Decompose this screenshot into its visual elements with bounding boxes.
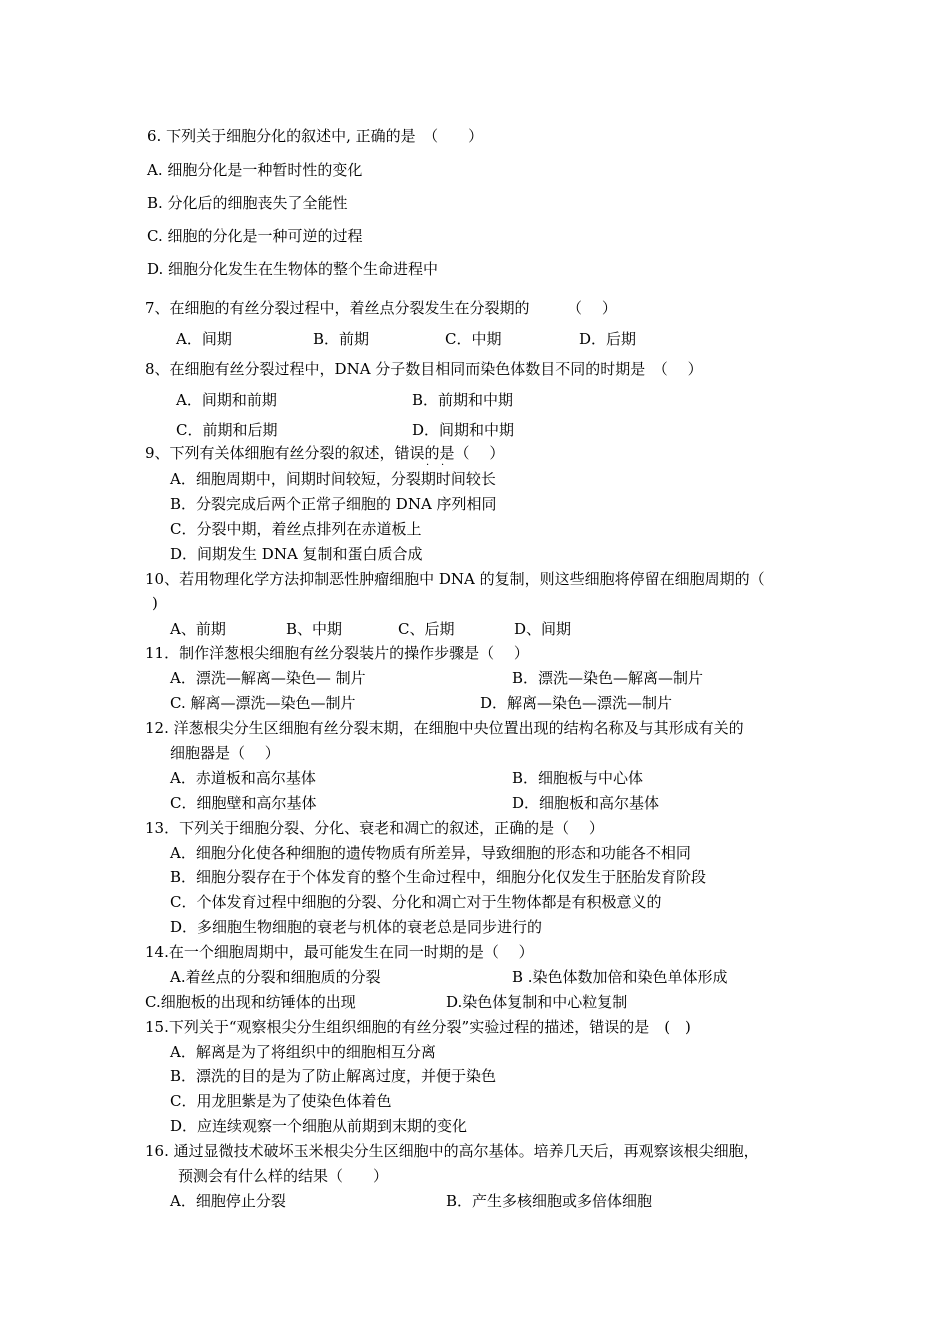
q12-stem: 12. 洋葱根尖分生区细胞有丝分裂末期，在细胞中央位置出现的结构名称及与其形成有关的: [145, 719, 744, 737]
q7-option-d: D．后期: [579, 330, 637, 348]
q13-option-b: B．细胞分裂存在于个体发育的整个生命过程中，细胞分化仅发生于胚胎发育阶段: [170, 868, 707, 886]
q14-option-a: A.着丝点的分裂和细胞质的分裂: [170, 968, 381, 986]
q15-option-d: D．应连续观察一个细胞从前期到末期的变化: [170, 1117, 468, 1135]
q12-option-d: D．细胞板和高尔基体: [512, 794, 660, 812]
q8-stem: 8、在细胞有丝分裂过程中，DNA 分子数目相同而染色体数目不同的时期是 （ ）: [145, 360, 703, 378]
emphasis-dot: ·: [426, 460, 430, 471]
q13-option-d: D．多细胞生物细胞的衰老与机体的衰老总是同步进行的: [170, 918, 543, 936]
q15-stem: 15.下列关于“观察根尖分生组织细胞的有丝分裂”实验过程的描述，错误的是 ( ): [145, 1018, 691, 1036]
q12-option-a: A．赤道板和高尔基体: [170, 769, 316, 787]
q8-option-a: A．间期和前期: [176, 391, 277, 409]
q16-stem-continued: 预测会有什么样的结果（ ）: [178, 1167, 389, 1185]
q6-option-d: D. 细胞分化发生在生物体的整个生命进程中: [147, 260, 439, 278]
q16-option-a: A．细胞停止分裂: [170, 1192, 286, 1210]
q14-option-d: D.染色体复制和中心粒复制: [446, 993, 628, 1011]
q6-stem: 6. 下列关于细胞分化的叙述中, 正确的是 （ ）: [147, 127, 484, 145]
q13-stem: 13．下列关于细胞分裂、分化、衰老和凋亡的叙述，正确的是（ ）: [145, 819, 604, 837]
q10-stem: 10、若用物理化学方法抑制恶性肿瘤细胞中 DNA 的复制，则这些细胞将停留在细胞周期的（: [145, 570, 765, 588]
q6-option-b: B. 分化后的细胞丧失了全能性: [147, 194, 348, 212]
q7-option-a: A．间期: [176, 330, 232, 348]
q16-stem: 16. 通过显微技术破坏玉米根尖分生区细胞中的高尔基体。培养几天后，再观察该根尖细胞，: [145, 1142, 759, 1160]
q12-stem-continued: 细胞器是（ ）: [170, 744, 280, 762]
q8-option-d: D．间期和中期: [412, 421, 515, 439]
q11-stem: 11．制作洋葱根尖细胞有丝分裂装片的操作步骤是（ ）: [145, 644, 529, 662]
q10-stem-continued: ): [152, 594, 158, 612]
q6-option-a: A. 细胞分化是一种暂时性的变化: [147, 161, 363, 179]
q13-option-c: C．个体发育过程中细胞的分裂、分化和凋亡对于生物体都是有积极意义的: [170, 893, 662, 911]
emphasis-dot: ·: [441, 460, 445, 471]
q11-option-a: A．漂洗—解离—染色— 制片: [170, 669, 366, 687]
q15-option-a: A．解离是为了将组织中的细胞相互分离: [170, 1043, 436, 1061]
q12-option-b: B．细胞板与中心体: [512, 769, 644, 787]
q15-option-b: B．漂洗的目的是为了防止解离过度，并便于染色: [170, 1067, 497, 1085]
q9-option-a: A．细胞周期中，间期时间较短，分裂期时间较长: [170, 470, 496, 488]
q16-option-b: B．产生多核细胞或多倍体细胞: [446, 1192, 653, 1210]
q7-option-c: C．中期: [445, 330, 502, 348]
q11-option-d: D．解离—染色—漂洗—制片: [480, 694, 673, 712]
q10-option-c: C、后期: [398, 620, 455, 638]
q14-option-b: B .染色体数加倍和染色单体形成: [512, 968, 728, 986]
q11-option-b: B．漂洗—染色—解离—制片: [512, 669, 704, 687]
q10-option-d: D、间期: [514, 620, 572, 638]
q9-stem: 9、下列有关体细胞有丝分裂的叙述，错误的是（ ）: [145, 444, 505, 462]
q9-option-b: B．分裂完成后两个正常子细胞的 DNA 序列相同: [170, 495, 497, 513]
q14-stem: 14.在一个细胞周期中，最可能发生在同一时期的是（ ）: [145, 943, 534, 961]
q14-option-c: C.细胞板的出现和纺锤体的出现: [145, 993, 356, 1011]
q8-option-b: B．前期和中期: [412, 391, 514, 409]
q8-option-c: C．前期和后期: [176, 421, 278, 439]
q11-option-c: C. 解离—漂洗—染色—制片: [170, 694, 356, 712]
q13-option-a: A．细胞分化使各种细胞的遗传物质有所差异，导致细胞的形态和功能各不相同: [170, 844, 691, 862]
q9-option-d: D．间期发生 DNA 复制和蛋白质合成: [170, 545, 423, 563]
q9-option-c: C．分裂中期，着丝点排列在赤道板上: [170, 520, 422, 538]
q10-option-b: B、中期: [286, 620, 343, 638]
q10-option-a: A、前期: [170, 620, 226, 638]
q15-option-c: C．用龙胆紫是为了使染色体着色: [170, 1092, 392, 1110]
q7-option-b: B．前期: [313, 330, 370, 348]
q7-stem: 7、在细胞的有丝分裂过程中，着丝点分裂发生在分裂期的 （ ）: [145, 299, 617, 317]
q6-option-c: C. 细胞的分化是一种可逆的过程: [147, 227, 363, 245]
q12-option-c: C．细胞壁和高尔基体: [170, 794, 317, 812]
